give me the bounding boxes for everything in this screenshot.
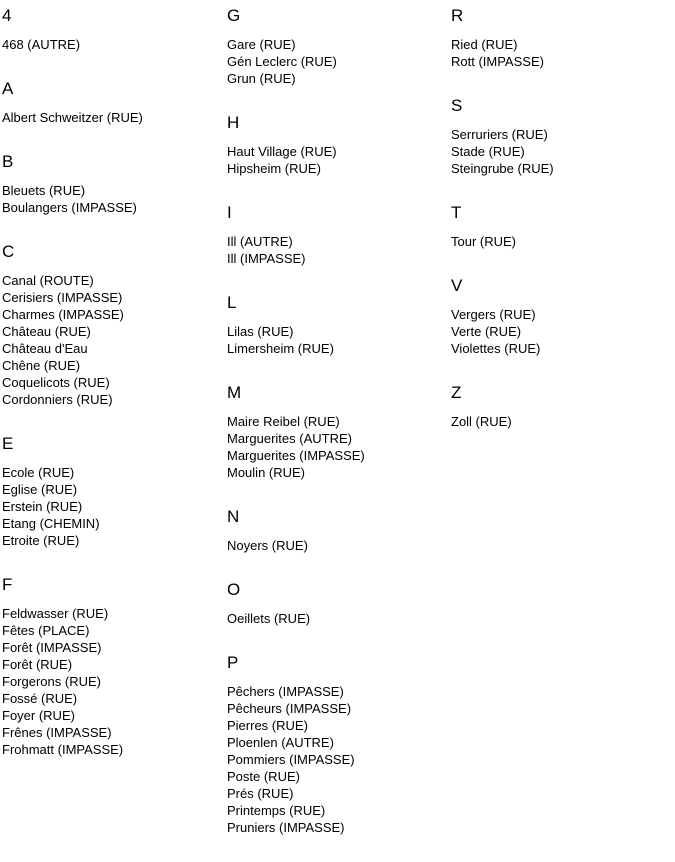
section-e xyxy=(2,434,220,549)
street-entry: Prés (RUE) xyxy=(227,786,294,801)
street-entry: Ecole (RUE) xyxy=(2,465,75,480)
street-entry: Gare (RUE) xyxy=(227,37,296,52)
street-entry: Fossé (RUE) xyxy=(2,691,78,706)
street-entry: Haut Village (RUE) xyxy=(227,144,337,159)
index-column-1 xyxy=(2,6,220,784)
section-g xyxy=(227,6,445,87)
section-i xyxy=(227,203,445,267)
section-letter-heading: C xyxy=(2,242,15,261)
street-entry: Frohmatt (IMPASSE) xyxy=(2,742,124,757)
street-entry: Stade (RUE) xyxy=(451,144,525,159)
section-letter-heading: R xyxy=(451,6,464,25)
section-m xyxy=(227,383,445,481)
street-entry: Coquelicots (RUE) xyxy=(2,375,110,390)
street-entry: Pommiers (IMPASSE) xyxy=(227,752,355,767)
section-letter-heading: L xyxy=(227,293,237,312)
section-letter-heading: V xyxy=(451,276,463,295)
section-letter-heading: G xyxy=(227,6,241,25)
section-z xyxy=(451,383,669,430)
section-letter-heading: M xyxy=(227,383,242,402)
street-entry: Verte (RUE) xyxy=(451,324,522,339)
street-entry: Chêne (RUE) xyxy=(2,358,81,373)
street-entry: Cerisiers (IMPASSE) xyxy=(2,290,123,305)
index-column-2 xyxy=(227,6,445,862)
street-entry: Printemps (RUE) xyxy=(227,803,326,818)
section-l xyxy=(227,293,445,357)
section-letter-heading: A xyxy=(2,79,14,98)
section-letter-heading: S xyxy=(451,96,463,115)
street-entry: Noyers (RUE) xyxy=(227,538,308,553)
street-entry: Ploenlen (AUTRE) xyxy=(227,735,334,750)
street-entry: Boulangers (IMPASSE) xyxy=(2,200,137,215)
section-f xyxy=(2,575,220,758)
street-entry: Limersheim (RUE) xyxy=(227,341,334,356)
section-letter-heading: I xyxy=(227,203,232,222)
street-entry: Foyer (RUE) xyxy=(2,708,75,723)
section-a xyxy=(2,79,220,126)
section-n xyxy=(227,507,445,554)
street-entry: Tour (RUE) xyxy=(451,234,517,249)
street-entry: Cordonniers (RUE) xyxy=(2,392,113,407)
street-entry: Fêtes (PLACE) xyxy=(2,623,90,638)
index-column-3 xyxy=(451,6,669,456)
section-h xyxy=(227,113,445,177)
section-letter-heading: O xyxy=(227,580,241,599)
section-letter-heading: E xyxy=(2,434,14,453)
street-entry: Ill (IMPASSE) xyxy=(227,251,306,266)
street-entry: Albert Schweitzer (RUE) xyxy=(2,110,143,125)
street-entry: Vergers (RUE) xyxy=(451,307,536,322)
section-letter-heading: N xyxy=(227,507,240,526)
street-entry: Pêcheurs (IMPASSE) xyxy=(227,701,352,716)
street-entry: Erstein (RUE) xyxy=(2,499,83,514)
street-entry: Zoll (RUE) xyxy=(451,414,512,429)
street-entry: Forgerons (RUE) xyxy=(2,674,101,689)
section-v xyxy=(451,276,669,357)
street-entry: Rott (IMPASSE) xyxy=(451,54,544,69)
street-entry: Charmes (IMPASSE) xyxy=(2,307,124,322)
section-letter-heading: P xyxy=(227,653,239,672)
street-entry: Gén Leclerc (RUE) xyxy=(227,54,337,69)
street-entry: Moulin (RUE) xyxy=(227,465,306,480)
street-entry: Marguerites (IMPASSE) xyxy=(227,448,365,463)
street-entry: Violettes (RUE) xyxy=(451,341,541,356)
street-entry: Bleuets (RUE) xyxy=(2,183,86,198)
section-letter-heading: T xyxy=(451,203,462,222)
street-entry: Canal (ROUTE) xyxy=(2,273,94,288)
section-b xyxy=(2,152,220,216)
street-entry: Poste (RUE) xyxy=(227,769,300,784)
section-letter-heading: F xyxy=(2,575,13,594)
street-entry: Serruriers (RUE) xyxy=(451,127,548,142)
street-entry: Ill (AUTRE) xyxy=(227,234,293,249)
street-entry: Hipsheim (RUE) xyxy=(227,161,321,176)
street-entry: Pierres (RUE) xyxy=(227,718,308,733)
street-entry: Feldwasser (RUE) xyxy=(2,606,109,621)
street-entry: Château (RUE) xyxy=(2,324,91,339)
section-letter-heading: B xyxy=(2,152,14,171)
street-entry: Eglise (RUE) xyxy=(2,482,78,497)
street-entry: 468 (AUTRE) xyxy=(2,37,81,52)
street-entry: Maire Reibel (RUE) xyxy=(227,414,340,429)
street-entry: Grun (RUE) xyxy=(227,71,296,86)
street-entry: Marguerites (AUTRE) xyxy=(227,431,352,446)
street-entry: Lilas (RUE) xyxy=(227,324,294,339)
section-r xyxy=(451,6,669,70)
street-entry: Etroite (RUE) xyxy=(2,533,80,548)
section-c xyxy=(2,242,220,408)
street-entry: Forêt (IMPASSE) xyxy=(2,640,102,655)
street-entry: Steingrube (RUE) xyxy=(451,161,554,176)
street-entry: Château d'Eau xyxy=(2,341,88,356)
street-entry: Oeillets (RUE) xyxy=(227,611,311,626)
street-entry: Pruniers (IMPASSE) xyxy=(227,820,345,835)
section-letter-heading: H xyxy=(227,113,240,132)
street-entry: Ried (RUE) xyxy=(451,37,518,52)
section-t xyxy=(451,203,669,250)
section-s xyxy=(451,96,669,177)
section-letter-heading: 4 xyxy=(2,6,12,25)
section-letter-heading: Z xyxy=(451,383,462,402)
section-p xyxy=(227,653,445,836)
section-4 xyxy=(2,6,220,53)
street-entry: Etang (CHEMIN) xyxy=(2,516,100,531)
section-o xyxy=(227,580,445,627)
street-entry: Pêchers (IMPASSE) xyxy=(227,684,344,699)
street-entry: Frênes (IMPASSE) xyxy=(2,725,112,740)
street-entry: Forêt (RUE) xyxy=(2,657,73,672)
